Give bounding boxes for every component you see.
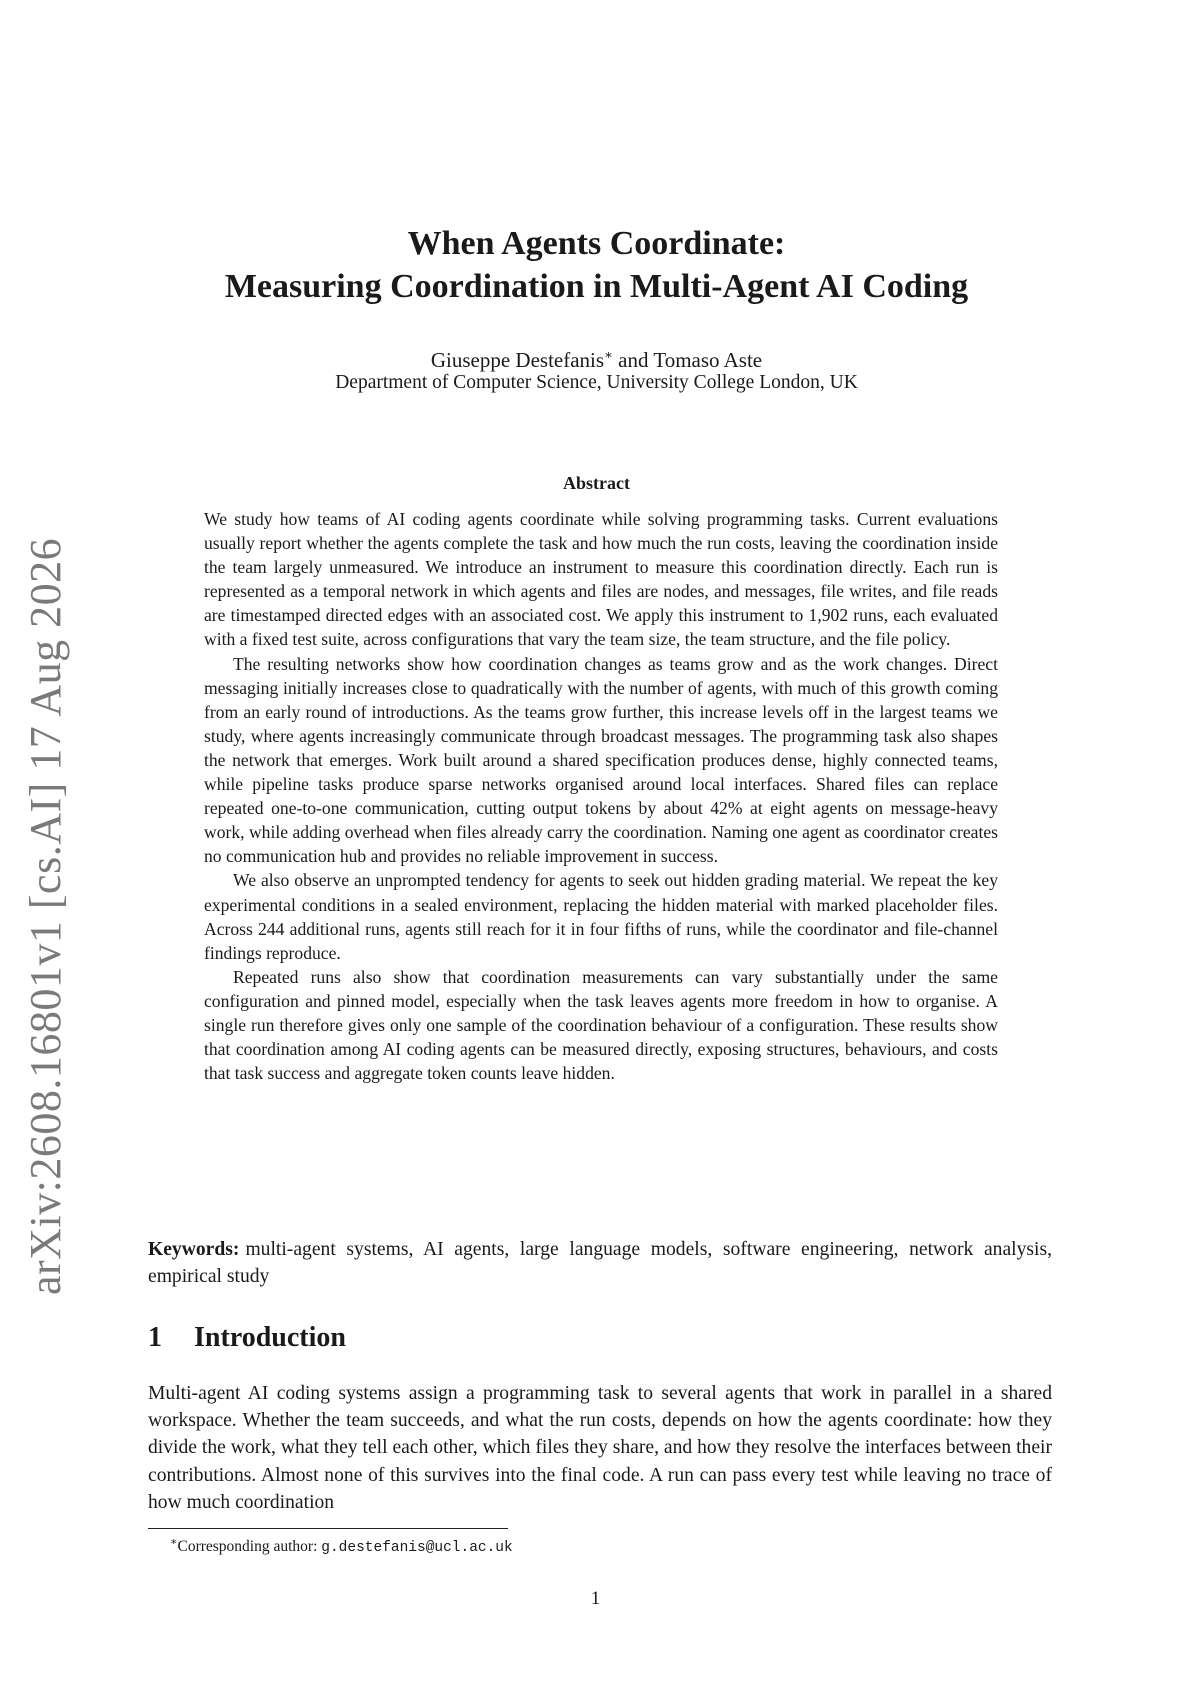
abstract-paragraph-1: We study how teams of AI coding agents coordinate while solving programming tasks. Current evaluations usually report whether the agents complete the task and how much the run costs, leaving the coordination inside the team largely unmeasured. We introduce an instrument to measure this coordination directly. Each run is represented as a temporal network in which agents and files are nodes, and messages, file writes, and file reads are timestamped directed edges with an associated cost. We apply this instrument to 1,902 runs, each evaluated with a fixed test suite, across configurations that vary the team size, the team structure, and the file policy. xyxy=(204,509,998,650)
abstract-paragraph-2: The resulting networks show how coordination changes as teams grow and as the work changes. Direct messaging initially increases close to quadratically with the number of agents, with much of this growth coming from an early round of introductions. As the teams grow further, this increase levels off in the largest teams we study, where agents increasingly communicate through broadcast messages. The programming task also shapes the network that emerges. Work built around a shared specification produces dense, highly connected teams, while pipeline tasks produce sparse networks organised around local interfaces. Shared files can replace repeated one-to-one communication, cutting output tokens by about 42% at eight agents on message-heavy work, while adding overhead when files already carry the coordination. Naming one agent as coordinator creates no communication hub and provides no reliable improvement in success. xyxy=(204,653,998,867)
footnote-text: Corresponding author: xyxy=(177,1538,322,1555)
abstract-body xyxy=(204,507,998,1085)
introduction-paragraph: Multi-agent AI coding systems assign a programming task to several agents that work in parallel in a shared workspace. Whether the team succeeds, and what the run costs, depends on how the agents coordinate: how they divide the work, what they tell each other, which files they share, and how they resolve the interfaces between their contributions. Almost none of this survives into the final code. A run can pass every test while leaving no trace of how much coordination xyxy=(148,1383,1052,1513)
keywords-label: Keywords: xyxy=(148,1239,240,1260)
keywords xyxy=(148,1236,1052,1290)
abstract-paragraph-4: Repeated runs also show that coordination measurements can vary substantially under the same configuration and pinned model, especially when the task leaves agents more freedom in how to organise. A single run therefore gives only one sample of the coordination behaviour of a configuration. These results show that coordination among AI coding agents can be measured directly, exposing structures, behaviours, and costs that task success and aggregate token counts leave hidden. xyxy=(204,966,998,1084)
footnote-mark: ∗ xyxy=(170,1536,178,1548)
page-number: 1 xyxy=(590,1588,601,1609)
title-line-1: When Agents Coordinate: xyxy=(407,225,786,262)
author-name-2: and Tomaso Aste xyxy=(612,348,763,372)
section-title: Introduction xyxy=(194,1322,346,1353)
corresponding-email-link[interactable]: g.destefanis@ucl.ac.uk xyxy=(321,1540,513,1556)
arxiv-identifier: arXiv:2608.16801v1 [cs.AI] 17 Aug 2026 xyxy=(21,537,70,1295)
paper-title xyxy=(148,222,1045,308)
title-line-2: Measuring Coordination in Multi-Agent AI Coding xyxy=(224,268,969,305)
abstract-heading: Abstract xyxy=(563,473,630,493)
section-heading-introduction xyxy=(148,1322,346,1354)
footnote-divider xyxy=(148,1528,508,1529)
abstract-paragraph-3: We also observe an unprompted tendency for agents to seek out hidden grading material. We repeat the key experimental conditions in a sealed environment, replacing the hidden material with marked placeholder files. Across 244 additional runs, agents still reach for it in four fifths of runs, while the coordinator and file-channel findings reproduce. xyxy=(204,870,998,963)
author-name-1: Giuseppe Destefanis xyxy=(430,348,605,372)
corresponding-author-mark: ∗ xyxy=(604,347,613,362)
section-number: 1 xyxy=(148,1322,162,1353)
affiliation: Department of Computer Science, University College London, UK xyxy=(335,372,858,393)
keywords-text: multi-agent systems, AI agents, large language models, software engineering, network analysis, empirical study xyxy=(148,1239,1052,1287)
footnote xyxy=(170,1535,513,1556)
